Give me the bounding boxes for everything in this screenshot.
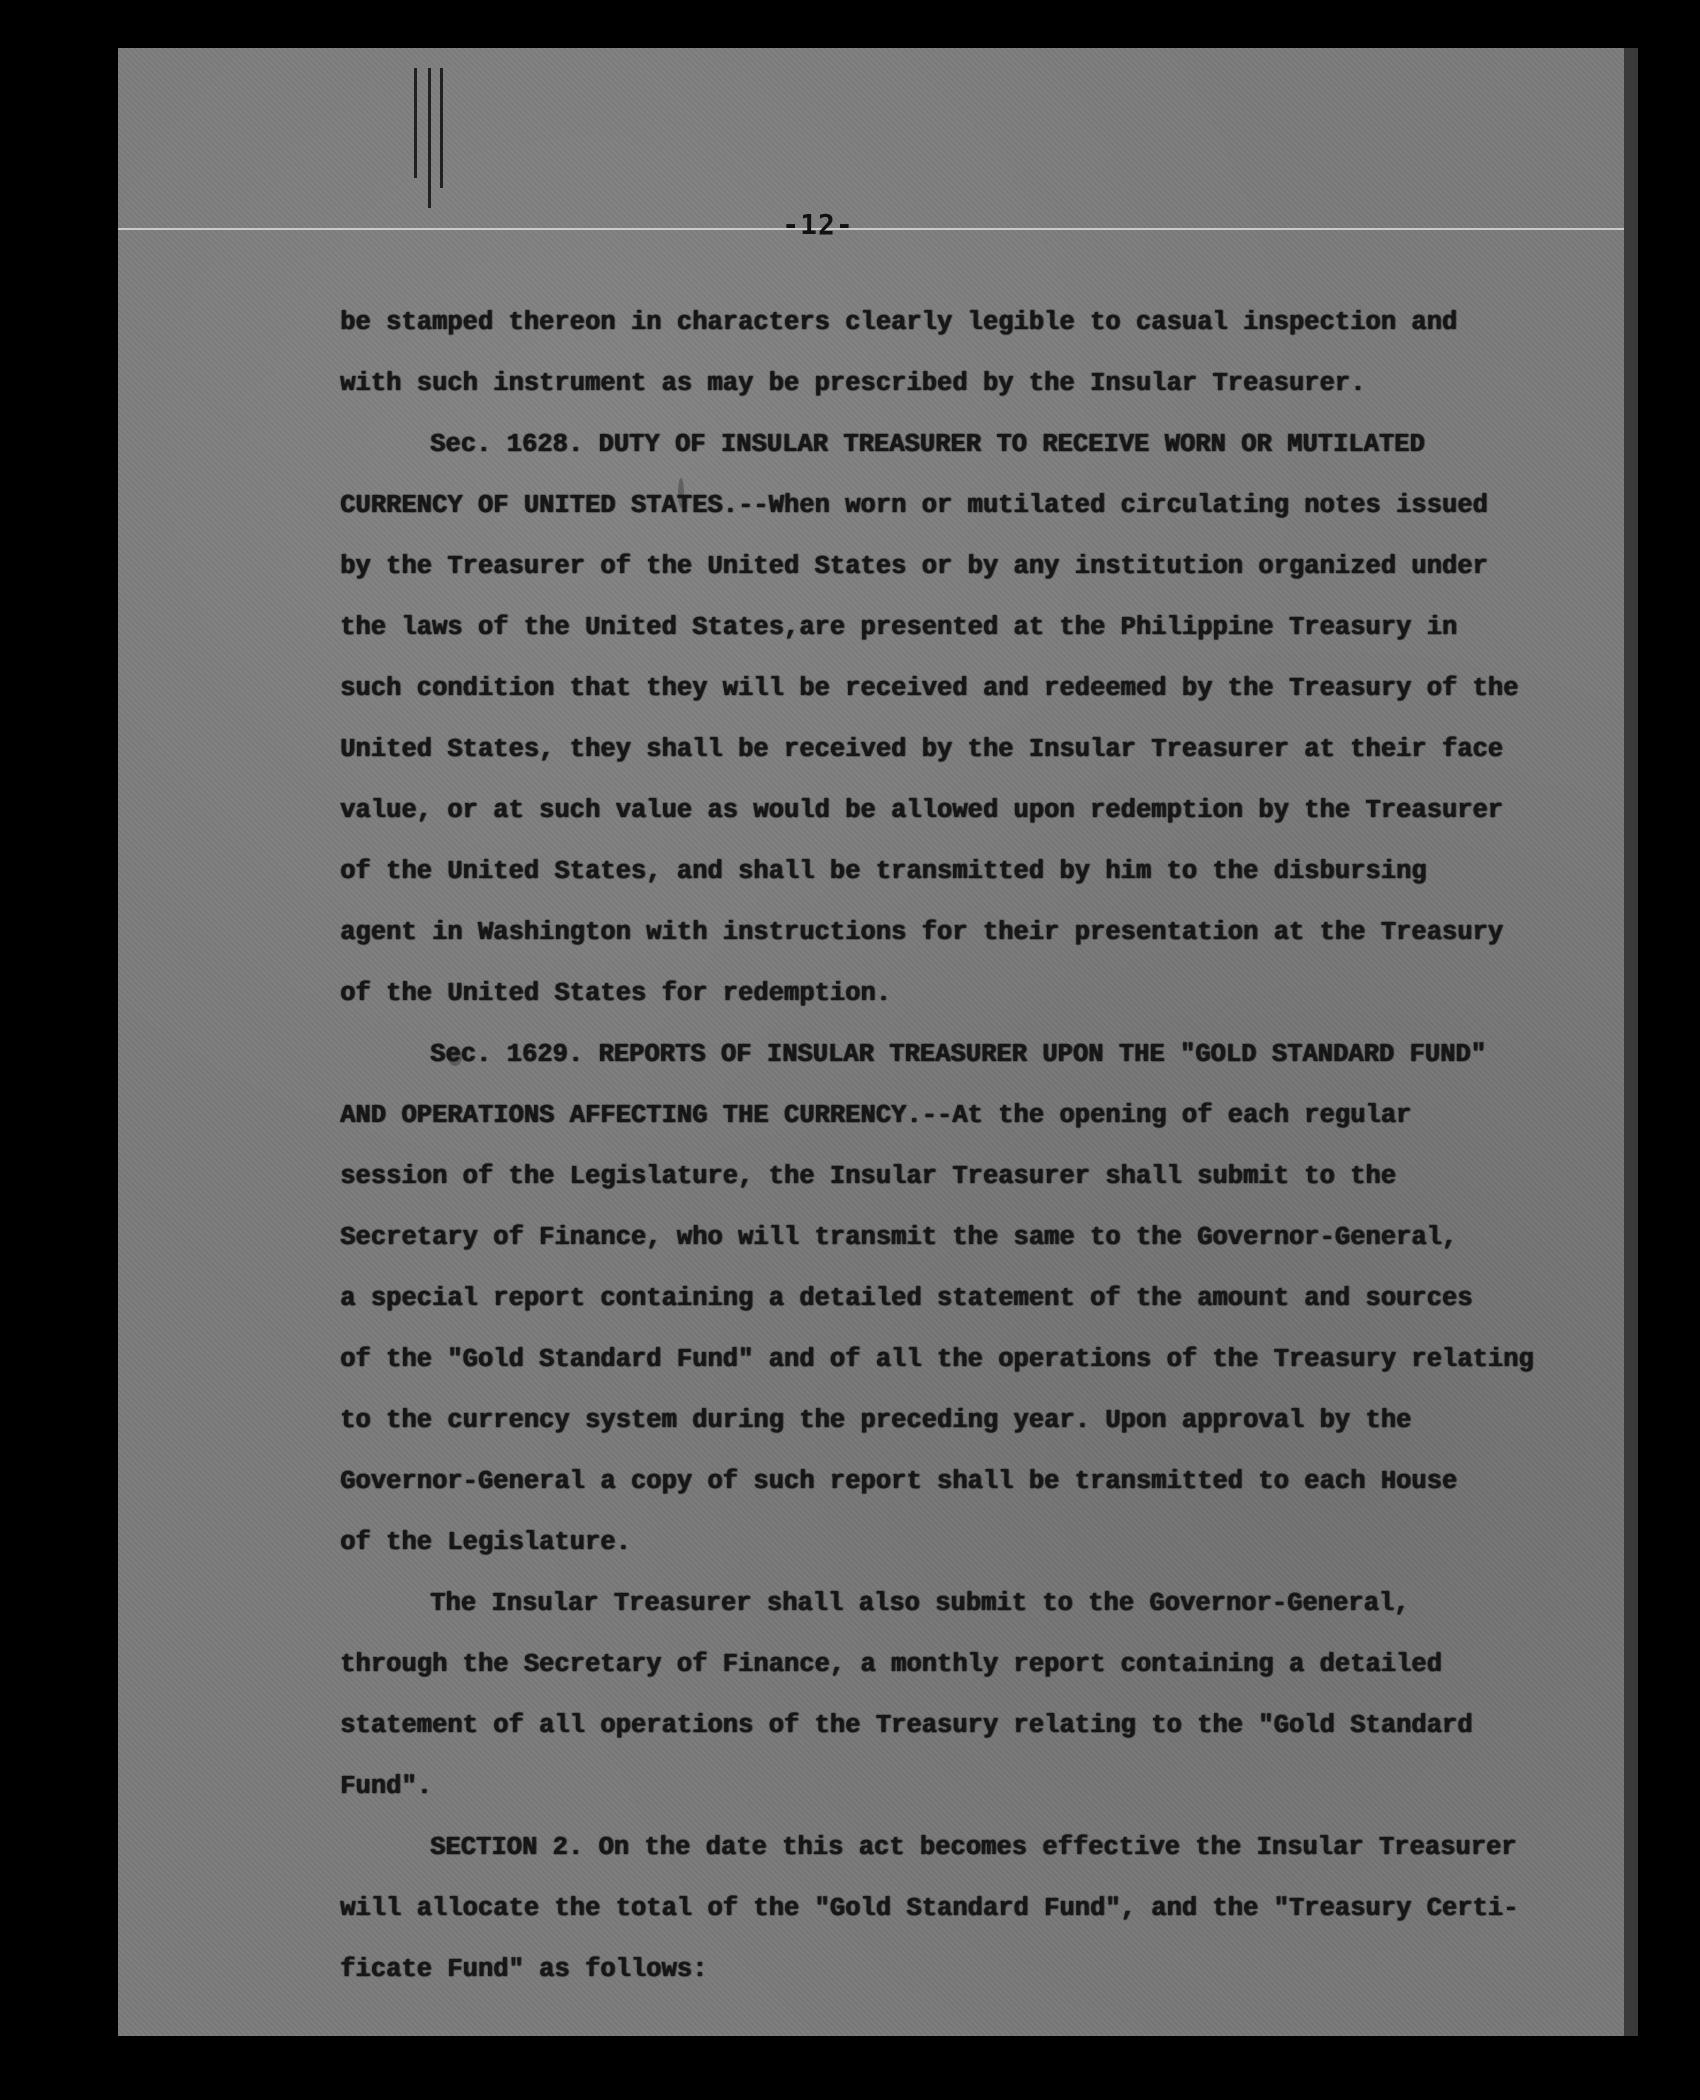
binding-marks <box>408 68 448 208</box>
text-line: Secretary of Finance, who will transmit the same to the Governor-General, <box>340 1223 1458 1252</box>
text-line: by the Treasurer of the United States or by any institution organized under <box>340 552 1488 581</box>
text-line: Fund". <box>340 1772 432 1801</box>
text-line: be stamped thereon in characters clearly legible to casual inspection and <box>340 308 1458 337</box>
section-heading-1628: Sec. 1628. DUTY OF INSULAR TREASURER TO RECEIVE WORN OR MUTILATED <box>430 430 1425 459</box>
text-line: to the currency system during the preceding year. Upon approval by the <box>340 1406 1412 1435</box>
text-line: a special report containing a detailed statement of the amount and sources <box>340 1284 1473 1313</box>
text-line: statement of all operations of the Treasury relating to the "Gold Standard <box>340 1711 1473 1740</box>
binding-mark <box>414 68 417 178</box>
page-number: -12- <box>782 208 854 241</box>
binding-mark <box>428 68 431 208</box>
section-heading-1629: Sec. 1629. REPORTS OF INSULAR TREASURER UPON THE "GOLD STANDARD FUND" <box>430 1040 1486 1069</box>
text-line: the laws of the United States,are presented at the Philippine Treasury in <box>340 613 1458 642</box>
document-page <box>118 48 1638 2036</box>
text-line: AND OPERATIONS AFFECTING THE CURRENCY.--At the opening of each regular <box>340 1101 1412 1130</box>
text-line: such condition that they will be received and redeemed by the Treasury of the <box>340 674 1519 703</box>
text-line: of the Legislature. <box>340 1528 631 1557</box>
text-line: of the United States, and shall be transmitted by him to the disbursing <box>340 857 1427 886</box>
binding-mark <box>440 68 443 188</box>
text-line: Governor-General a copy of such report shall be transmitted to each House <box>340 1467 1458 1496</box>
text-line: CURRENCY OF UNITED STATES.--When worn or mutilated circulating notes issued <box>340 491 1488 520</box>
text-line: value, or at such value as would be allowed upon redemption by the Treasurer <box>340 796 1503 825</box>
text-line: ficate Fund" as follows: <box>340 1955 708 1984</box>
text-line: of the "Gold Standard Fund" and of all the operations of the Treasury relating <box>340 1345 1534 1374</box>
text-line: with such instrument as may be prescribed by the Insular Treasurer. <box>340 369 1366 398</box>
text-line: through the Secretary of Finance, a monthly report containing a detailed <box>340 1650 1442 1679</box>
section-2-heading: SECTION 2. On the date this act becomes effective the Insular Treasurer <box>430 1833 1517 1862</box>
paragraph-start: The Insular Treasurer shall also submit to the Governor-General, <box>430 1589 1410 1618</box>
text-line: of the United States for redemption. <box>340 979 891 1008</box>
text-line: agent in Washington with instructions for their presentation at the Treasury <box>340 918 1503 947</box>
text-line: United States, they shall be received by the Insular Treasurer at their face <box>340 735 1503 764</box>
body-text <box>340 292 1638 2000</box>
text-line: session of the Legislature, the Insular Treasurer shall submit to the <box>340 1162 1396 1191</box>
text-line: will allocate the total of the "Gold Standard Fund", and the "Treasury Certi- <box>340 1894 1519 1923</box>
